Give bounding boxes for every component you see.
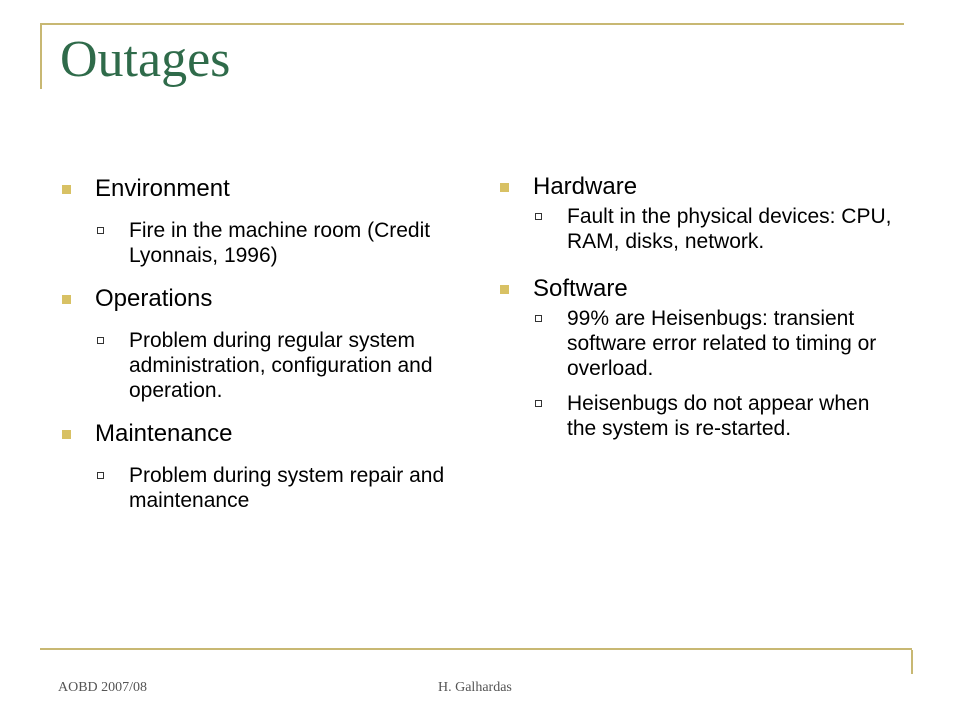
sub-bullet	[62, 328, 482, 403]
bullet-software	[500, 274, 900, 304]
left-column	[62, 174, 482, 529]
sub-bullet-text: Fault in the physical devices: CPU, RAM, disks, network.	[567, 205, 892, 253]
sub-bullet-text: Heisenbugs do not appear when the system is re-started.	[567, 392, 870, 440]
hollow-square-bullet-icon	[97, 337, 104, 344]
square-bullet-icon	[500, 285, 509, 294]
sub-bullet	[62, 218, 482, 268]
sub-bullet	[500, 306, 900, 381]
bullet-hardware	[500, 172, 900, 202]
frame-bottom-line	[40, 648, 912, 650]
sub-bullet-text: 99% are Heisenbugs: transient software error related to timing or overload.	[567, 307, 877, 380]
bullet-label: Environment	[95, 175, 230, 202]
square-bullet-icon	[62, 295, 71, 304]
bullet-maintenance	[62, 419, 482, 449]
sub-bullet-text: Fire in the machine room (Credit Lyonnais, 1996)	[129, 219, 431, 267]
hollow-square-bullet-icon	[535, 315, 542, 322]
bullet-label: Software	[533, 275, 628, 302]
hollow-square-bullet-icon	[97, 227, 104, 234]
footer-author: H. Galhardas	[438, 680, 512, 695]
bullet-environment	[62, 174, 482, 204]
frame-top-line	[40, 23, 904, 25]
spacer	[500, 264, 900, 274]
bullet-label: Operations	[95, 285, 213, 312]
sub-bullet-text: Problem during regular system administration, configuration and operation.	[129, 329, 433, 402]
hollow-square-bullet-icon	[97, 472, 104, 479]
frame-right-line	[911, 650, 913, 674]
frame-left-line	[40, 23, 42, 89]
sub-bullet-text: Problem during system repair and maintenance	[129, 464, 445, 512]
hollow-square-bullet-icon	[535, 213, 542, 220]
bullet-operations	[62, 284, 482, 314]
square-bullet-icon	[62, 185, 71, 194]
right-column	[500, 172, 900, 451]
sub-bullet	[500, 391, 900, 441]
square-bullet-icon	[62, 430, 71, 439]
slide-title: Outages	[60, 31, 231, 88]
sub-bullet	[500, 204, 900, 254]
bullet-label: Maintenance	[95, 420, 233, 447]
hollow-square-bullet-icon	[535, 400, 542, 407]
square-bullet-icon	[500, 183, 509, 192]
bullet-label: Hardware	[533, 173, 638, 200]
footer-course: AOBD 2007/08	[58, 680, 148, 695]
sub-bullet	[62, 463, 482, 513]
